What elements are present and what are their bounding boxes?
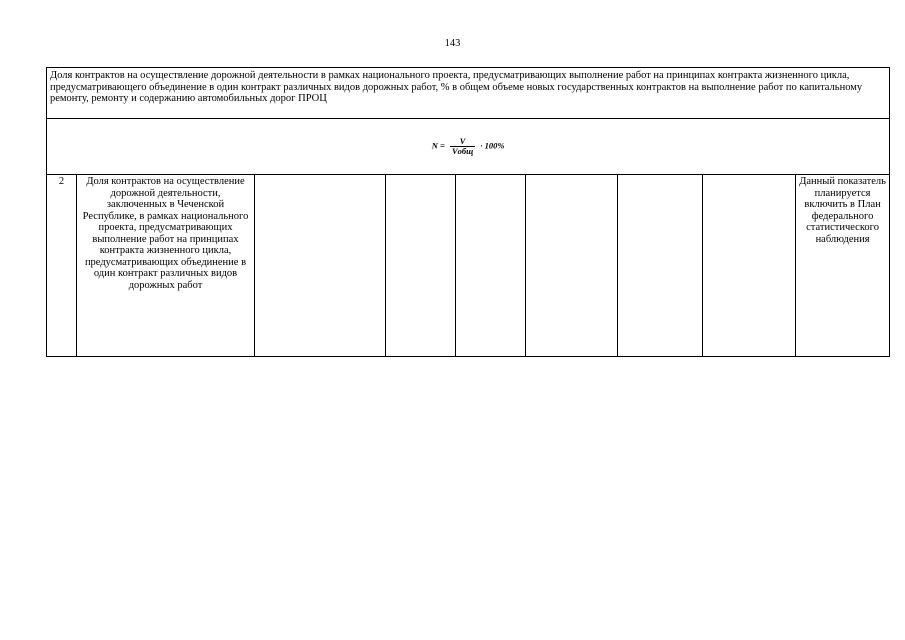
formula — [432, 137, 505, 156]
formula-cell — [47, 119, 890, 175]
row-cell — [526, 175, 618, 357]
row-cell — [456, 175, 526, 357]
formula-fraction — [450, 137, 475, 156]
row-cell — [618, 175, 703, 357]
page-number: 143 — [444, 38, 461, 49]
row-name: Доля контрактов на осуществление дорожной деятельности, заключенных в Чеченской Республике, в рамках национального проекта, предусматривающих выполнение работ на принципах контракта жизненного цикла, предусматривающих объединение в один контракт различных видов дорожных работ — [77, 175, 255, 357]
formula-lhs: N = — [431, 140, 445, 151]
row-cell — [703, 175, 796, 357]
formula-tail: · 100% — [480, 140, 505, 151]
row-cell — [255, 175, 386, 357]
row-note: Данный показатель планируется включить в План федерального статистического наблюдения — [796, 175, 890, 357]
indicator-table — [46, 67, 890, 357]
row-number: 2 — [47, 175, 77, 357]
row-cell — [386, 175, 456, 357]
formula-numerator: V — [450, 137, 475, 147]
indicator-header: Доля контрактов на осуществление дорожной деятельности в рамках национального проекта, предусматривающих выполнение работ на принципах контракта жизненного цикла, предусматривающего объединение в один контракт различных видов дорожных работ, % в общем объеме новых государственных контрактов на выполнение работ по капитальному ремонту, ремонту и содержанию автомобильных дорог ПРОЦ — [47, 68, 890, 119]
formula-denominator: Vобщ — [451, 146, 474, 156]
